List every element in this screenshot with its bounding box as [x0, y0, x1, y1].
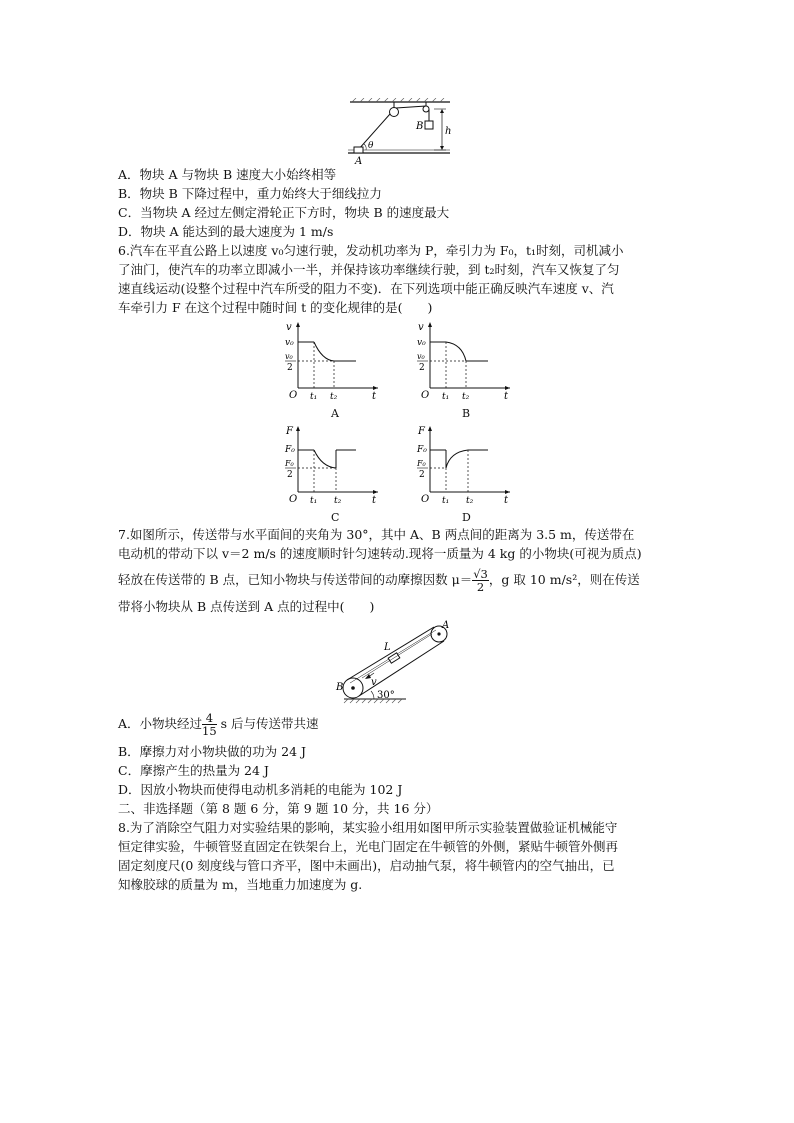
mu-fraction [472, 568, 489, 593]
label-theta: θ [368, 141, 374, 151]
graph-d-x-axis: t [504, 495, 509, 504]
label-a: A [355, 156, 363, 166]
graph-d-t2: t₂ [466, 496, 474, 504]
q7-option-d: D．因放小物块而使得电动机多消耗的电能为 102 J [118, 782, 403, 797]
graph-b-y-axis: v [418, 322, 424, 333]
q8-line-4: 知橡胶球的质量为 m，当地重力加速度为 g. [118, 877, 363, 892]
graph-b [414, 318, 514, 400]
q6-line-3: 速直线运动(设整个过程中汽车所受的阻力不变)．在下列选项中能正确反映汽车速度 v、汽 [118, 281, 614, 296]
graph-b-t2: t₂ [462, 392, 470, 400]
q7-line-2: 电动机的带动下以 v＝2 m/s 的速度顺时针匀速转动.现将一质量为 4 kg 的小物块(可视为质点) [118, 546, 642, 561]
conveyor-label-b: B [336, 682, 344, 693]
graph-a-origin: O [289, 390, 298, 400]
q6-line-2: 了油门，使汽车的功率立即减小一半，并保持该功率继续行驶，到 t₂时刻，汽车又恢复了匀 [118, 262, 620, 277]
graph-c-origin: O [289, 494, 298, 504]
graph-d-y-lo-num: F₀ [417, 459, 426, 468]
mu-num: √3 [473, 567, 488, 581]
graph-d-y-lo-den: 2 [419, 470, 425, 480]
time-num: 4 [202, 712, 217, 725]
graph-d-origin: O [421, 494, 430, 504]
graph-c [282, 422, 382, 504]
q7-option-c: C．摩擦产生的热量为 24 J [118, 763, 269, 778]
section-2-heading: 二、非选择题（第 8 题 6 分，第 9 题 10 分，共 16 分） [118, 801, 439, 816]
graph-c-t1: t₁ [310, 496, 318, 504]
graph-a-y-lo-den: 2 [287, 363, 293, 373]
graph-d-y-axis: F [418, 426, 425, 437]
graph-a-t2: t₂ [330, 392, 338, 400]
q5-option-a: A．物块 A 与物块 B 速度大小始终相等 [118, 167, 337, 182]
q7-option-b: B．摩擦力对小物块做的功为 24 J [118, 744, 307, 759]
q5-option-c: C．当物块 A 经过左侧定滑轮正下方时，物块 B 的速度最大 [118, 205, 450, 220]
graph-d-y-hi: F₀ [417, 445, 427, 455]
graph-d [414, 422, 514, 504]
conveyor-figure [334, 618, 464, 708]
graph-c-y-lo-num: F₀ [285, 459, 294, 468]
graph-a-caption: A [331, 407, 339, 420]
q7-option-a-pre: A．小物块经过 [118, 716, 203, 731]
graph-b-t1: t₁ [442, 392, 450, 400]
label-h: h [445, 126, 452, 137]
q8-line-3: 固定刻度尺(0 刻度线与管口齐平，图中未画出)，启动抽气泵，将牛顿管内的空气抽出，已 [118, 858, 615, 873]
graph-b-origin: O [421, 390, 430, 400]
q6-line-4: 车牵引力 F 在这个过程中随时间 t 的变化规律的是( ) [118, 300, 433, 315]
q6-line-1: 6.汽车在平直公路上以速度 v₀匀速行驶，发动机功率为 P，牵引力为 F₀，t₁时刻，司机减小 [118, 243, 624, 258]
graph-a-t1: t₁ [310, 392, 318, 400]
q5-option-d: D．物块 A 能达到的最大速度为 1 m/s [118, 224, 334, 239]
q5-option-b: B．物块 B 下降过程中，重力始终大于细线拉力 [118, 186, 382, 201]
graph-c-caption: C [331, 511, 340, 524]
q7-line-1: 7.如图所示，传送带与水平面间的夹角为 30°，其中 A、B 两点间的距离为 3.5 m，传送带在 [118, 527, 635, 542]
graph-b-y-hi: v₀ [417, 338, 426, 348]
mu-den: 2 [476, 580, 485, 594]
conveyor-label-v: v [371, 677, 377, 688]
graph-b-y-lo-den: 2 [419, 363, 425, 373]
q7-line-3-post: ，g 取 10 m/s²，则在传送 [488, 572, 640, 587]
graph-a [282, 318, 382, 400]
q7-line-3-pre: 轻放在传送带的 B 点，已知小物块与传送带间的动摩擦因数 μ＝ [118, 572, 473, 587]
graph-a-y-axis: v [286, 322, 292, 333]
pulley-figure [346, 98, 456, 166]
graph-a-y-hi: v₀ [285, 338, 294, 348]
conveyor-label-angle: 30° [377, 690, 395, 701]
graph-c-x-axis: t [372, 495, 377, 504]
q7-line-3 [118, 566, 640, 594]
graph-c-y-lo-den: 2 [287, 470, 293, 480]
graph-c-y-hi: F₀ [285, 445, 295, 455]
graph-c-t2: t₂ [334, 496, 342, 504]
time-den: 15 [202, 724, 217, 738]
graph-a-x-axis: t [372, 391, 377, 400]
graph-d-caption: D [462, 511, 471, 524]
graph-b-x-axis: t [504, 391, 509, 400]
label-b: B [416, 121, 424, 132]
q7-option-a-post: s 后与传送带共速 [216, 716, 319, 731]
graph-a-y-lo-num: v₀ [285, 352, 293, 361]
graph-d-t1: t₁ [442, 496, 450, 504]
time-fraction [202, 712, 217, 737]
q8-line-2: 恒定律实验，牛顿管竖直固定在铁架台上，光电门固定在牛顿管的外侧，紧贴牛顿管外侧再 [118, 839, 619, 854]
conveyor-label-l: L [384, 642, 391, 653]
graph-b-caption: B [462, 407, 471, 420]
q8-line-1: 8.为了消除空气阻力对实验结果的影响，某实验小组用如图甲所示实验装置做验证机械能守 [118, 820, 618, 835]
conveyor-label-a: A [442, 620, 450, 631]
graph-c-y-axis: F [286, 426, 293, 437]
q7-line-4: 带将小物块从 B 点传送到 A 点的过程中( ) [118, 599, 375, 614]
q7-option-a [118, 710, 319, 738]
graph-b-y-lo-num: v₀ [417, 352, 425, 361]
